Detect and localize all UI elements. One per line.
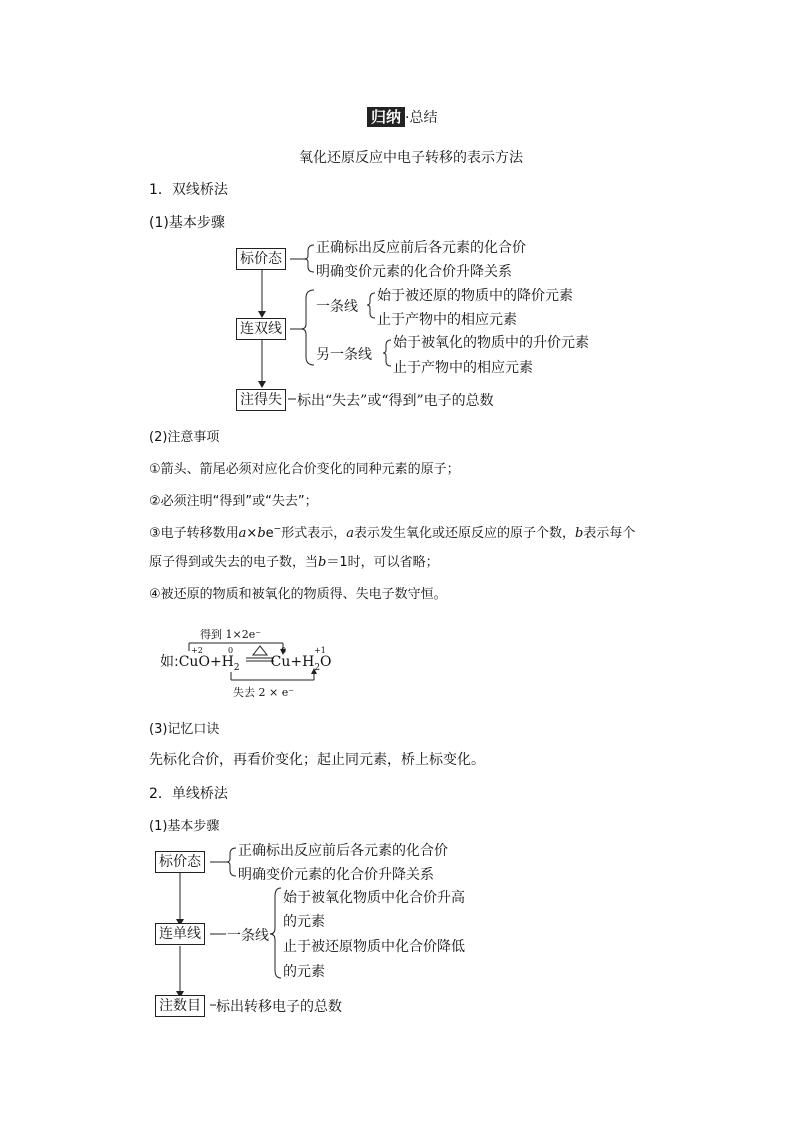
s1-title: 1．双线桥法 — [149, 182, 228, 198]
ox-cu-right: 0 — [281, 646, 287, 655]
note-3-cont: 原子得到或失去的电子数，当b＝1时，可以省略； — [149, 555, 439, 570]
s2-steps-title: (1)基本步骤 — [149, 819, 220, 834]
mnemonic: 先标化合价，再看价变化；起止同元素，桥上标变化。 — [149, 752, 485, 768]
note-3: ③电子转移数用a×be−形式表示，a表示发生氧化或还原反应的原子个数，b表示每个 — [149, 524, 636, 541]
d1-branch-a: 一条线 — [316, 299, 358, 315]
d1-line2: 明确变价元素的化合价升降关系 — [316, 264, 512, 280]
d1-branch-a2: 止于产物中的相应元素 — [377, 312, 517, 328]
s1-steps-title: (1)基本步骤 — [149, 215, 225, 231]
eq-gain-label: 得到 1×2e⁻ — [200, 628, 262, 641]
d2-l3: 止于被还原物质中化合价降低 — [283, 939, 465, 955]
d2-l2: 的元素 — [283, 914, 325, 930]
eq-loss-label: 失去 2 × e⁻ — [233, 686, 295, 699]
d2-box3-text: 标出转移电子的总数 — [216, 999, 342, 1015]
eq-h2o: H — [302, 654, 315, 670]
d2-l4: 的元素 — [283, 964, 325, 980]
d2-l1: 始于被氧化物质中化合价升高 — [283, 890, 465, 906]
box-double-line: 连双线 — [236, 318, 286, 340]
note-3a: ③电子转移数用 — [149, 526, 239, 541]
eq-prefix: 如: — [160, 654, 179, 670]
ox-h-right: +1 — [314, 646, 326, 655]
note-1: ①箭头、箭尾必须对应化合价变化的同种元素的原子； — [149, 462, 460, 477]
eq-cuo: CuO — [178, 654, 210, 670]
note-3b: 形式表示， — [281, 526, 347, 541]
eq-cu: Cu — [270, 654, 291, 670]
ox-cu-left: +2 — [191, 646, 203, 655]
d1-branch-b2: 止于产物中的相应元素 — [393, 360, 533, 376]
note-3d: 表示每个 — [583, 526, 636, 541]
s1-notes-title: (2)注意事项 — [149, 430, 220, 445]
note-2: ②必须注明“得到”或“失去”； — [149, 494, 318, 509]
d1-branch-b: 另一条线 — [316, 347, 372, 363]
box-single-line: 连单线 — [155, 923, 205, 945]
eq-h2: H — [221, 654, 234, 670]
d1-branch-a1: 始于被还原的物质中的降价元素 — [377, 288, 573, 304]
note-3e: 原子得到或失去的电子数，当 — [149, 555, 319, 570]
note-4: ④被还原的物质和被氧化的物质得、失电子数守恒。 — [149, 587, 447, 602]
box2-mark-valence: 标价态 — [155, 851, 205, 873]
header-badge: 归纳 — [367, 107, 405, 127]
mnemonic-title: (3)记忆口诀 — [149, 722, 220, 737]
note-3c: 表示发生氧化或还原反应的原子个数， — [353, 526, 575, 541]
d2-branch: 一条线 — [227, 928, 269, 944]
ox-h-left: 0 — [228, 646, 234, 655]
d1-branch-b1: 始于被氧化的物质中的升价元素 — [393, 335, 589, 351]
box-note-count: 注数目 — [155, 995, 205, 1017]
header-rest: ·总结 — [405, 110, 438, 126]
d1-line1: 正确标出反应前后各元素的化合价 — [316, 240, 526, 256]
s2-title: 2．单线桥法 — [149, 786, 228, 802]
equation: 如$:CuO+H_2$ $Cu+H_2O$ — [160, 654, 332, 673]
d2-line1: 正确标出反应前后各元素的化合价 — [238, 843, 448, 859]
d2-line2: 明确变价元素的化合价升降关系 — [238, 867, 434, 883]
d1-box3-text: 标出“失去”或“得到”电子的总数 — [297, 393, 494, 409]
box-mark-valence: 标价态 — [236, 248, 286, 270]
box-gain-loss: 注得失 — [236, 389, 286, 411]
note-3f: 时，可以省略； — [347, 555, 439, 570]
subtitle: 氧化还原反应中电子转移的表示方法 — [299, 150, 523, 166]
